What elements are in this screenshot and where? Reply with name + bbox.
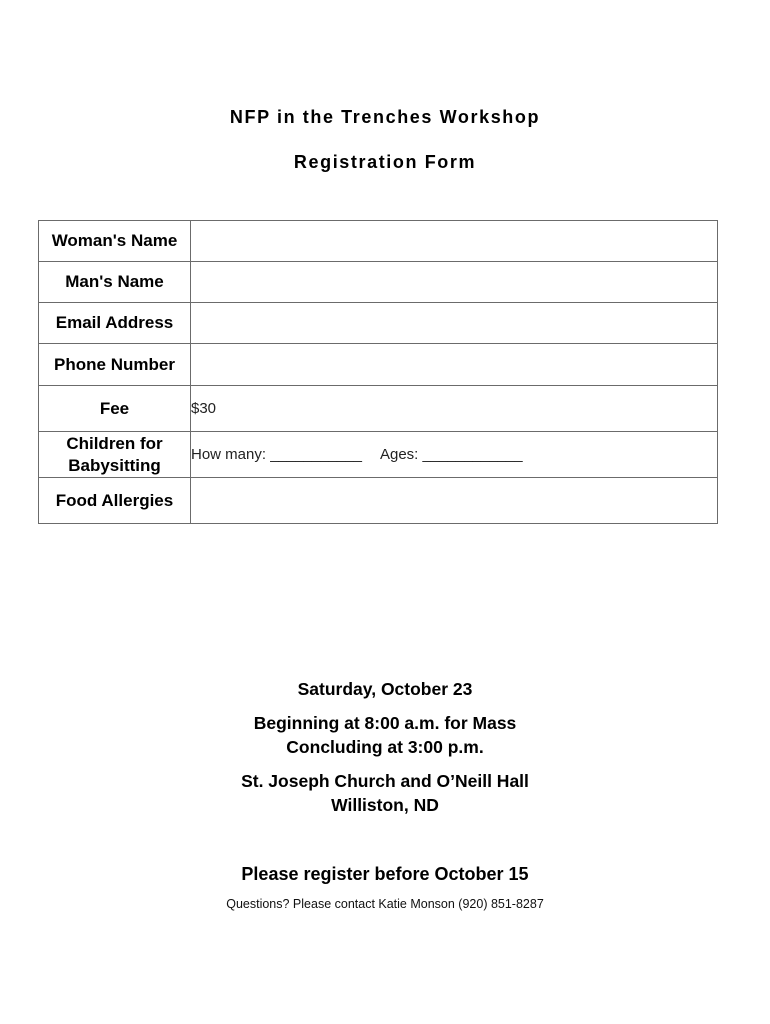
fee-label: Fee	[39, 386, 191, 432]
children-babysitting-field[interactable]	[191, 432, 718, 478]
children-babysitting-label-line1: Children for	[66, 433, 163, 453]
email-address-field[interactable]	[191, 303, 718, 344]
womans-name-field[interactable]	[191, 221, 718, 262]
table-row	[39, 262, 718, 303]
mans-name-label: Man's Name	[39, 262, 191, 303]
event-venue: St. Joseph Church and O’Neill Hall	[241, 771, 529, 791]
event-city: Williston, ND	[331, 795, 439, 815]
ages-field[interactable]: Ages: ____________	[379, 446, 523, 463]
event-date: Saturday, October 23	[297, 679, 473, 699]
food-allergies-field[interactable]	[191, 478, 718, 524]
event-start-time: Beginning at 8:00 a.m. for Mass	[253, 713, 517, 733]
contact-info: Questions? Please contact Katie Monson (920) 851-8287	[226, 897, 544, 911]
children-babysitting-label	[39, 432, 191, 478]
document-title: NFP in the Trenches Workshop	[229, 107, 541, 127]
how-many-field[interactable]: How many: ___________	[191, 446, 362, 463]
phone-number-label: Phone Number	[39, 344, 191, 386]
womans-name-label: Woman's Name	[39, 221, 191, 262]
table-row	[39, 303, 718, 344]
table-row	[39, 478, 718, 524]
food-allergies-label: Food Allergies	[39, 478, 191, 524]
phone-number-field[interactable]	[191, 344, 718, 386]
event-end-time: Concluding at 3:00 p.m.	[286, 737, 484, 757]
table-row	[39, 386, 718, 432]
document-subtitle: Registration Form	[293, 152, 477, 172]
registration-deadline: Please register before October 15	[241, 864, 529, 884]
fee-value: $30	[191, 386, 718, 432]
mans-name-field[interactable]	[191, 262, 718, 303]
table-row	[39, 344, 718, 386]
table-row	[39, 432, 718, 478]
email-address-label: Email Address	[39, 303, 191, 344]
table-row	[39, 221, 718, 262]
children-babysitting-label-line2: Babysitting	[68, 455, 161, 475]
registration-table	[38, 220, 718, 524]
